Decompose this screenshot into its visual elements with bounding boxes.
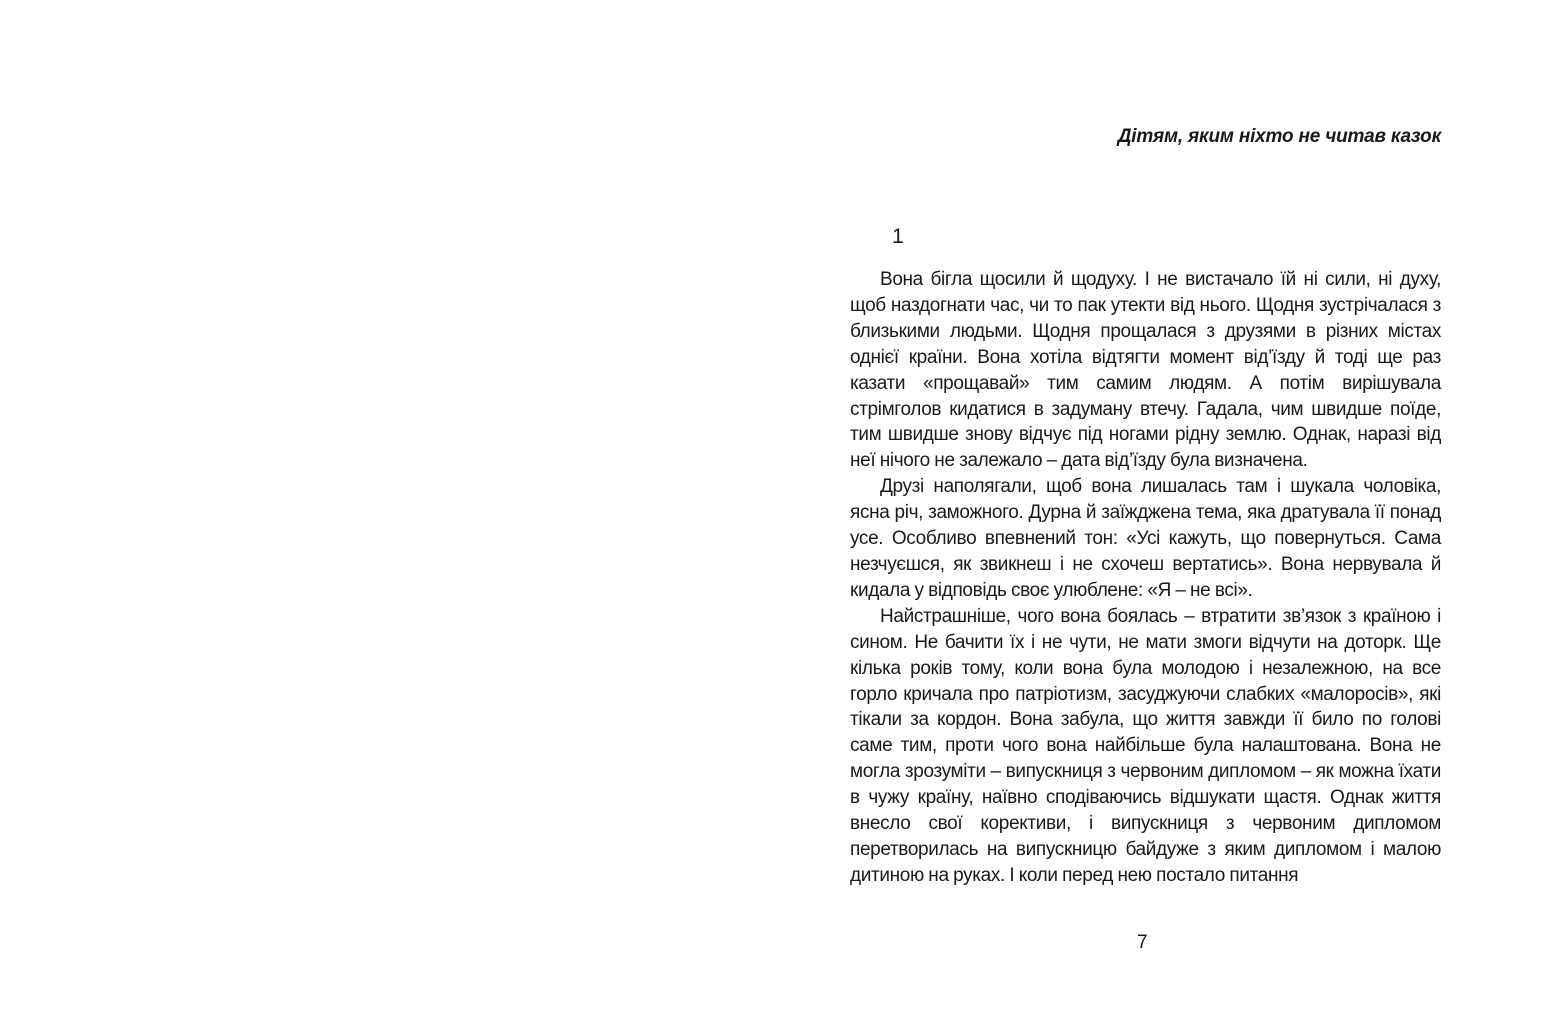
paragraph: Найстрашніше, чого вона боялась – втратити зв’язок з країною і сином. Не бачити їх і не чути, не мати змоги відчути на доторк. Ще кілька років тому, коли вона була молодою і незалежною, на все горло кричала про патріотизм, засуджуючи слабких «малоросів», які тікали за кордон. Вона забула, що життя завжди її било по голові саме тим, проти чого вона найбільше була налаштована. Вона не могла зрозуміти – випускниця з червоним дипломом – як можна їхати в чужу країну, наївно сподіваючись відшукати щастя. Однак життя внесло свої корективи, і випускниця з червоним дипломом перетворилась на випускницю байдуже з яким дипломом і малою дитиною на руках. І коли перед нею постало питання <box>850 605 1441 886</box>
paragraph: Вона бігла щосили й щодуху. І не вистачало їй ні сили, ні духу, щоб наздогнати час, чи то пак утекти від нього. Щодня зустрічалася з близькими людьми. Щодня прощалася з друзями в різних містах однієї країни. Вона хотіла відтягти момент від’їзду й тоді ще раз казати «прощавай» тим самим людям. А потім вирішувала стрімголов кидатися в задуману втечу. Гадала, чим швидше поїде, тим швидше знову відчує під ногами рідну землю. Однак, наразі від неї нічого не залежало – дата від’їзду була визначена. <box>850 269 1441 472</box>
page-number: 7 <box>1137 932 1148 953</box>
dedication: Дітям, яким ніхто не читав казок <box>1117 126 1441 147</box>
chapter-number: 1 <box>892 225 904 248</box>
right-page <box>780 0 1559 1028</box>
paragraph: Друзі наполягали, щоб вона лишалась там і шукала чоловіка, ясна річ, заможного. Дурна й заїжджена тема, яка дратувала її понад усе. Особливо впевнений тон: «Усі кажуть, що повернуться. Сама незчуєшся, як звикнеш і не схочеш вертатись». Вона нервувала й кидала у відповідь своє улюблене: «Я – не всі». <box>850 476 1441 601</box>
chapter-body <box>850 267 1441 889</box>
